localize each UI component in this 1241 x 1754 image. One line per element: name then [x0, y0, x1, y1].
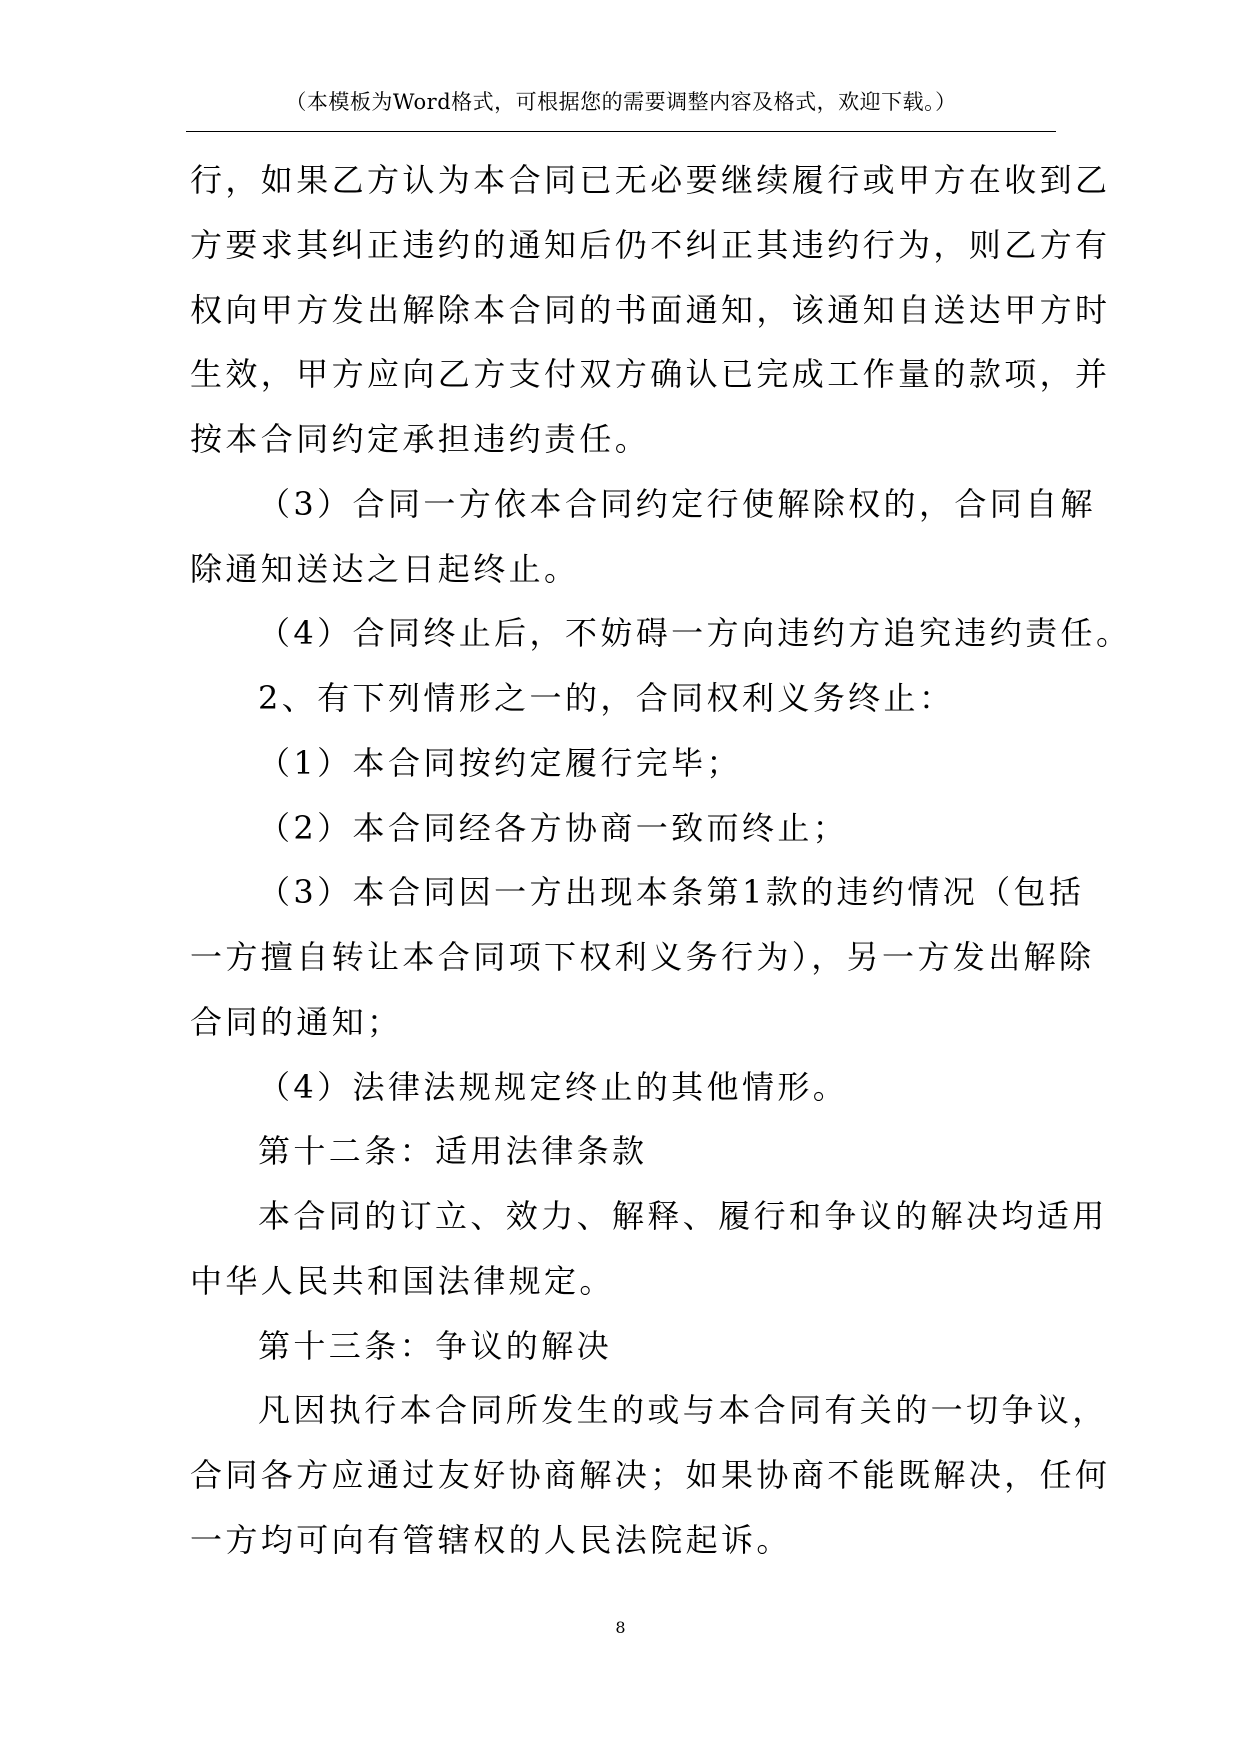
page-header [186, 88, 1056, 132]
header-note: （本模板为Word格式，可根据您的需要调整内容及格式，欢迎下载。） [285, 90, 957, 114]
body-line: （2）本合同经各方协商一致而终止； [258, 808, 849, 847]
body-line: 除通知送达之日起终止。 [190, 549, 580, 588]
body-line: 按本合同约定承担违约责任。 [190, 420, 651, 458]
document-body [190, 148, 1132, 1573]
body-line: 行，如果乙方认为本合同已无必要继续履行或甲方在收到乙 [190, 161, 1111, 199]
body-line: 中华人民共和国法律规定。 [190, 1261, 615, 1300]
body-line: （4）合同终止后，不妨碍一方向违约方追究违约责任。 [258, 614, 1132, 653]
body-line: 2、有下列情形之一的，合同权利义务终止： [258, 679, 955, 717]
body-line: 一方均可向有管辖权的人民法院起诉。 [190, 1520, 792, 1559]
body-line: （3）本合同因一方出现本条第1款的违约情况（包括 [258, 873, 1085, 912]
body-line: 合同的通知； [190, 1002, 403, 1041]
body-line: 本合同的订立、效力、解释、履行和争议的解决均适用 [258, 1197, 1108, 1235]
section-heading: 第十二条：适用法律条款 [258, 1132, 648, 1171]
body-line: 凡因执行本合同所发生的或与本合同有关的一切争议， [258, 1391, 1108, 1430]
body-line: （4）法律法规规定终止的其他情形。 [258, 1067, 849, 1106]
body-line: 方要求其纠正违约的通知后仍不纠正其违约行为，则乙方有 [190, 225, 1111, 264]
body-line: 权向甲方发出解除本合同的书面通知，该通知自送达甲方时 [190, 290, 1111, 329]
body-line: 一方擅自转让本合同项下权利义务行为），另一方发出解除 [190, 938, 1095, 976]
body-line: 生效，甲方应向乙方支付双方确认已完成工作量的款项，并 [190, 355, 1111, 394]
body-line: 合同各方应通过友好协商解决；如果协商不能既解决，任何 [190, 1456, 1111, 1494]
body-line: （3）合同一方依本合同约定行使解除权的，合同自解 [258, 484, 1096, 523]
page-number: 8 [615, 1618, 626, 1637]
section-heading: 第十三条：争议的解决 [258, 1326, 613, 1365]
body-line: （1）本合同按约定履行完毕； [258, 743, 742, 782]
